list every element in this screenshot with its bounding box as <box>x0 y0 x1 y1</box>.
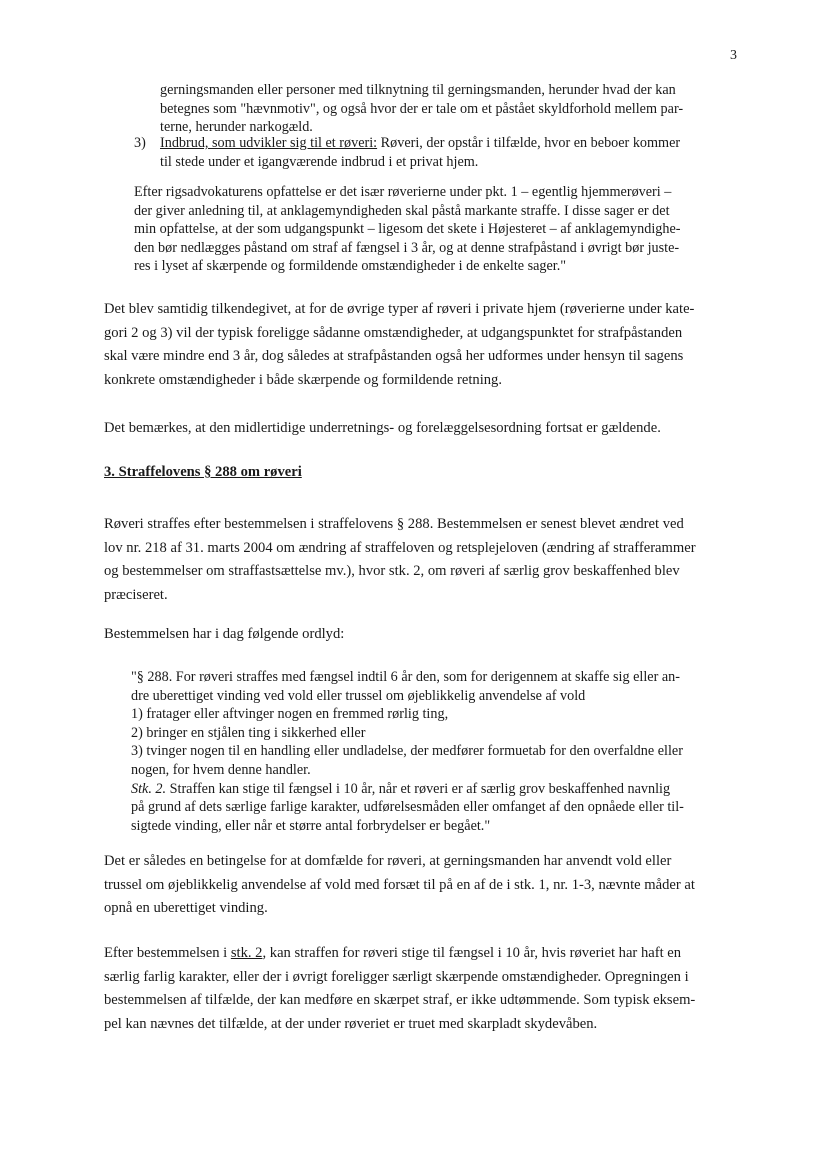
text-line: Bestemmelsen har i dag følgende ordlyd: <box>104 626 345 642</box>
text-line: sigtede vinding, eller når et større antal forbrydelser er begået." <box>131 817 491 834</box>
text-line: res i lyset af skærpende og formildende omstændigheder i de enkelte sager." <box>134 258 567 275</box>
list-item-title: Indbrud, som udvikler sig til et røveri: <box>160 135 378 151</box>
list-item-text: Røveri, der opstår i tilfælde, hvor en beboer kommer <box>377 135 681 151</box>
text-line: lov nr. 218 af 31. marts 2004 om ændring af straffeloven og retsplejeloven (ændring af strafferammer <box>104 539 696 556</box>
text-line: min opfattelse, at der som udgangspunkt – ligesom det skete i Højesteret – af anklagemyndighe- <box>134 221 681 238</box>
text-line: konkrete omstændigheder i både skærpende og formildende retning. <box>104 371 502 388</box>
stk2-link[interactable]: stk. 2 <box>230 945 263 961</box>
text-line: der giver anledning til, at anklagemyndigheden skal påstå markante straffe. I disse sager er det <box>134 202 670 219</box>
text-line: trussel om øjeblikkelig anvendelse af vold med forsæt til på en af de i stk. 1, nr. 1-3, nævnte måder at <box>104 876 695 893</box>
paragraph-6 <box>104 942 734 1036</box>
quote-end <box>134 183 734 276</box>
paragraph-1 <box>104 298 734 392</box>
paragraph-5 <box>104 850 734 921</box>
stk2-label: Stk. 2. <box>131 780 167 797</box>
text-line: Det er således en betingelse for at domfælde for røveri, at gerningsmanden har anvendt vold eller <box>104 853 672 869</box>
text-line: særlig farlig karakter, eller der i øvrigt foreligger særligt skærpende omstændigheder. Opregningen i <box>104 968 689 985</box>
page-number: 3 <box>730 48 737 63</box>
list-item-number: 3) <box>134 135 146 151</box>
text-line: bestemmelsen af tilfælde, der kan medføre en skærpet straf, er ikke udtømmende. Som typisk eksem- <box>104 992 696 1008</box>
stk2-text: Straffen kan stige til fængsel i 10 år, når et røveri er af særlig grov beskaffenhed navnlig <box>166 780 671 797</box>
text-segment: Efter bestemmelsen i <box>104 945 231 961</box>
text-line: Det blev samtidig tilkendegivet, at for de øvrige typer af røveri i private hjem (røverierne under kate- <box>104 301 695 317</box>
text-line: præciseret. <box>104 586 168 603</box>
text-line: Røveri straffes efter bestemmelsen i straffelovens § 288. Bestemmelsen er senest blevet ændret ved <box>104 516 684 532</box>
text-line: 3) tvinger nogen til en handling eller undladelse, der medfører formuetab for den overfaldne eller <box>131 743 683 760</box>
text-line: betegnes som "hævnmotiv", og også hvor der er tale om et påstået skyldforhold mellem par- <box>160 100 684 117</box>
text-segment: , kan straffen for røveri stige til fængsel i 10 år, hvis røveriet har haft en <box>262 945 682 961</box>
text-line: gerningsmanden eller personer med tilknytning til gerningsmanden, herunder hvad der kan <box>160 82 676 98</box>
text-line: opnå en uberettiget vinding. <box>104 900 268 916</box>
text-line: skal være mindre end 3 år, dog således at strafpåstanden også her udformes under hensyn til sagens <box>104 348 684 364</box>
list-item-line <box>134 134 734 153</box>
paragraph-4 <box>104 624 734 644</box>
statute-quote <box>131 668 734 835</box>
text-line: 1) fratager eller aftvinger nogen en fremmed rørlig ting, <box>131 706 449 723</box>
text-line: terne, herunder narkogæld. <box>160 119 313 135</box>
text-line: Det bemærkes, at den midlertidige underretnings- og forelæggelsesordning fortsat er gældende. <box>104 420 661 436</box>
text-line: på grund af dets særlige farlige karakter, udførelsesmåden eller omfanget af den opnåede eller til- <box>131 799 684 816</box>
list-continuation <box>160 81 735 137</box>
text-line: og bestemmelser om straffastsættelse mv.), hvor stk. 2, om røveri af særlig grov beskaffenhed blev <box>104 563 680 579</box>
text-line: nogen, for hvem denne handler. <box>131 761 311 778</box>
text-line: gori 2 og 3) vil der typisk foreligge sådanne omstændigheder, at udgangspunktet for strafpåstanden <box>104 324 683 341</box>
text-line <box>131 780 734 799</box>
text-line: 2) bringer en stjålen ting i sikkerhed eller <box>131 724 366 741</box>
text-line: pel kan nævnes det tilfælde, at der under røveriet er truet med skarpladt skydevåben. <box>104 1015 598 1032</box>
text-line: dre uberettiget vinding ved vold eller trussel om øjeblikkelig anvendelse af vold <box>131 687 586 704</box>
list-item-3 <box>134 134 734 171</box>
section-heading: 3. Straffelovens § 288 om røveri <box>104 464 302 480</box>
text-line: Efter rigsadvokaturens opfattelse er det især røverierne under pkt. 1 – egentlig hjemmerøveri – <box>134 184 672 200</box>
text-line: den bør nedlægges påstand om straf af fængsel i 3 år, og at denne strafpåstand i øvrigt bør juste- <box>134 239 680 256</box>
text-line <box>104 942 734 966</box>
list-item-line: til stede under et igangværende indbrud i et privat hjem. <box>160 153 479 170</box>
paragraph-3 <box>104 513 734 607</box>
text-line: "§ 288. For røveri straffes med fængsel indtil 6 år den, som for derigennem at skaffe sig eller an- <box>131 669 680 685</box>
paragraph-2 <box>104 418 734 438</box>
